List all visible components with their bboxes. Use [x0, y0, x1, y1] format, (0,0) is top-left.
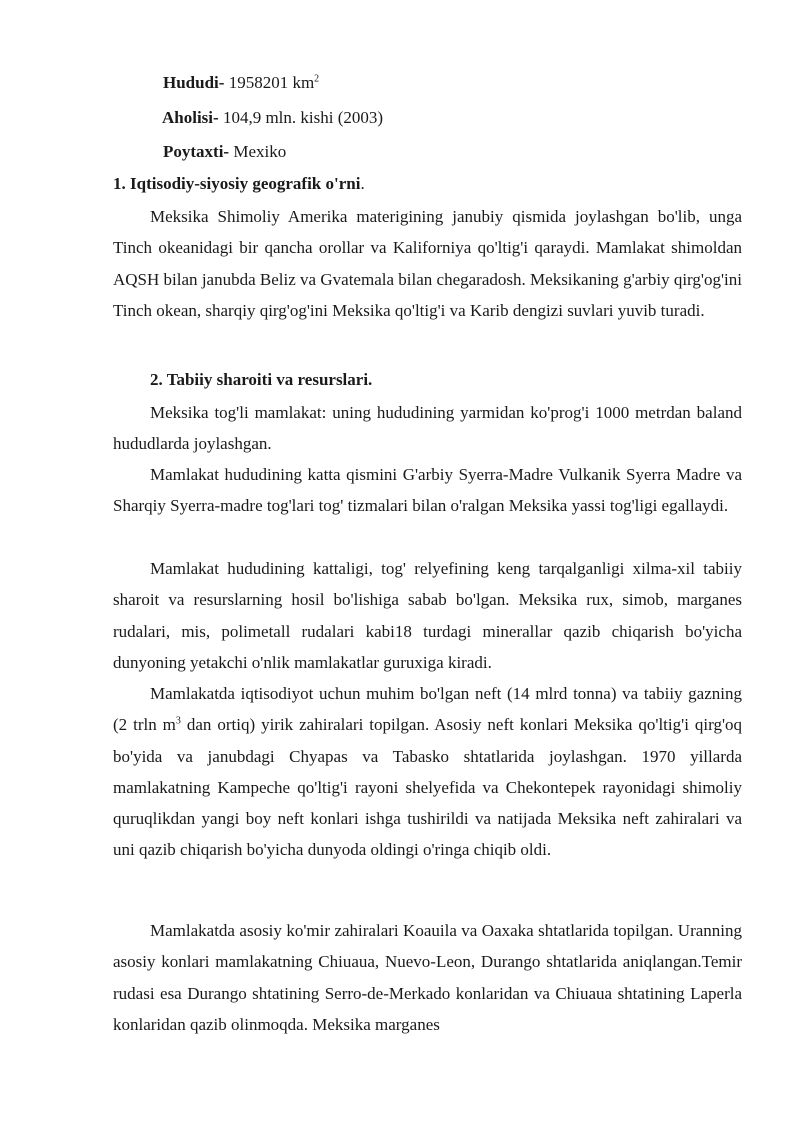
population-label: Aholisi- — [162, 108, 219, 127]
section-2-paragraph-1: Meksika tog'li mamlakat: uning hududining yarmidan ko'prog'i 1000 metrdan baland hududlarda joylashgan. — [113, 403, 742, 454]
capital-line — [163, 140, 286, 164]
section-1-heading — [113, 172, 365, 196]
section-2-paragraph-5: Mamlakatda asosiy ko'mir zahiralari Koauila va Oaxaka shtatlarida topilgan. Uranning asosiy konlari mamlakatning Chiuaua, Nuevo-Leon, Durango shtatlarida aniqlangan.Temir rudasi esa Durango shtatining Serro-de-Merkado konlaridan va Chiuaua shtatining Laperla konlaridan qazib olinmoqda. Meksika marganes — [113, 921, 742, 1034]
area-label: Hududi- — [163, 73, 225, 92]
capital-value: Mexiko — [229, 142, 287, 161]
population-value: 104,9 mln. kishi (2003) — [218, 108, 384, 127]
section-2-heading: 2. Tabiiy sharoiti va resurslari. — [150, 370, 373, 389]
area-line — [163, 71, 319, 95]
paragraph-4-part-a: Mamlakatda iqtisodiyot uchun muhim bo'lgan neft (14 mlrd tonna) va tabiiy gazning (2 trln m — [113, 684, 742, 735]
cubic-superscript: 3 — [175, 715, 181, 727]
paragraph-4-part-b: dan ortiq) yirik zahiralari topilgan. Asosiy neft konlari Meksika qo'ltig'i qirg'oq bo'yida va janubdagi Chyapas va Tabasko shtatlarida joylashgan. 1970 yillarda mamlakatning Kampeche qo'ltig'i rayoni shelyefida va Chekontepek rayonidagi shimoliy quruqlikdan yangi boy neft konlari ishga tushirildi va natijada Meksika neft zahiralari va uni qazib chiqarish bo'yicha dunyoda oldingi o'ringa chiqib oldi. — [113, 715, 743, 860]
section-2-paragraph-2: Mamlakat hududining katta qismini G'arbiy Syerra-Madre Vulkanik Syerra Madre va Sharqiy Syerra-madre tog'lari tog' tizmalari bilan o'ralgan Meksika yassi tog'ligi egallaydi. — [113, 465, 742, 516]
area-unit-superscript: 2 — [314, 73, 320, 85]
area-value: 1958201 km — [224, 73, 315, 92]
capital-label: Poytaxti- — [163, 142, 230, 161]
population-line — [162, 106, 383, 130]
section-1-paragraph: Meksika Shimoliy Amerika materigining janubiy qismida joylashgan bo'lib, unga Tinch okeanidagi bir qancha orollar va Kaliforniya qo'ltig'i qaraydi. Mamlakat shimoldan AQSH bilan janubda Beliz va Gvatemala bilan chegaradosh. Meksikaning g'arbiy qirg'og'ini Tinch okean, sharqiy qirg'og'ini Meksika qo'ltig'i va Karib dengizi suvlari yuvib turadi. — [113, 207, 742, 320]
section-2-paragraph-3: Mamlakat hududining kattaligi, tog' relyefining keng tarqalganligi xilma-xil tabiiy sharoit va resurslarning hosil bo'lishiga sabab bo'lgan. Meksika rux, simob, marganes rudalari, mis, polimetall rudalari kabi18 turdagi minerallar qazib chiqarish bo'yicha dunyoning yetakchi o'nlik mamlakatlar guruxiga kiradi. — [113, 559, 742, 672]
section-1-title-period: . — [360, 174, 365, 193]
section-2-paragraph-4 — [113, 678, 742, 866]
section-1-title: 1. Iqtisodiy-siyosiy geografik o'rni — [113, 174, 361, 193]
